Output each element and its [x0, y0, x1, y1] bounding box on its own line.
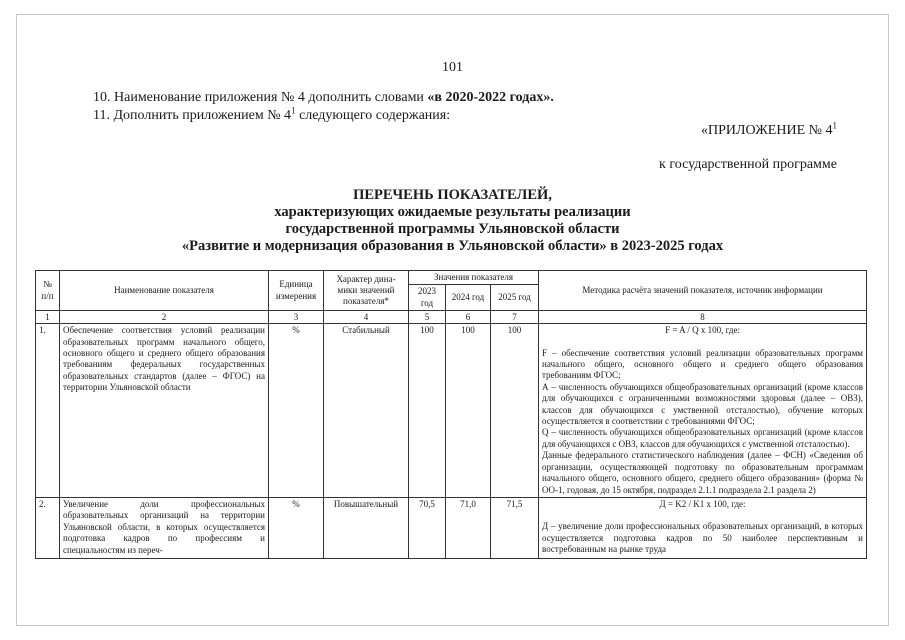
document-heading [0, 187, 905, 255]
heading-line-2: характеризующих ожидаемые результаты реализации [274, 204, 631, 220]
intro-item-10 [93, 90, 554, 106]
col-number: 3 [269, 311, 324, 324]
intro-item-11-text: 11. Дополнить приложением № 4 [93, 108, 292, 123]
row-num: 2. [36, 497, 60, 558]
method-paragraph: Данные федерального статистического наблюдения (далее – ФСН) «Сведения об организации, осуществляющей подготовку по образовательным программам начального общего, основного общего, среднего общего образования» (форма № ОО-1, годовая, до 15 октября, подраздел 2.1.1 подраздела 2.1 раздела 2) [542, 450, 864, 495]
header-num: № п/п [36, 271, 60, 311]
intro-item-10-bold: «в 2020-2022 годах». [427, 90, 554, 105]
header-2024: 2024 год [446, 285, 491, 311]
heading-line-4: «Развитие и модернизация образования в Ульяновской области» в 2023-2025 годах [181, 238, 724, 254]
row-method [539, 497, 867, 558]
col-number: 8 [539, 311, 867, 324]
row-unit: % [269, 324, 324, 498]
header-dynamics: Характер дина- мики значений показателя* [324, 271, 409, 311]
heading-line-3: государственной программы Ульяновской области [285, 221, 620, 237]
header-2025: 2025 год [491, 285, 539, 311]
intro-item-11-sup: 1 [291, 105, 296, 116]
row-value-2024: 71,0 [446, 497, 491, 558]
method-formula: Д = K2 / K1 x 100, где: [659, 498, 746, 509]
method-paragraph: F – обеспечение соответствия условий реализации образовательных программ начального общего, основного общего и среднего общего образования требованиям ФГОС; [542, 347, 864, 381]
col-number: 7 [491, 311, 539, 324]
col-number: 6 [446, 311, 491, 324]
row-value-2025: 100 [491, 324, 539, 498]
row-name: Увеличение доли профессиональных образовательных организаций на территории Ульяновской области, в которых осуществляется подготовка кадров по профессиям и специальностям из переч- [63, 498, 265, 555]
header-unit: Единица измерения [269, 271, 324, 311]
method-paragraph: Д – увеличение доли профессиональных образовательных организаций, в которых осуществляется подготовка кадров по 50 наиболее перспективным и востребованным на рынке труда [542, 521, 864, 555]
row-name-cell [60, 497, 269, 558]
indicators-table [35, 270, 867, 559]
appendix-title-text: «ПРИЛОЖЕНИЕ № 4 [701, 123, 833, 138]
intro-item-11 [93, 105, 451, 124]
appendix-title [701, 120, 837, 139]
header-2023: 2023 год [409, 285, 446, 311]
row-name: Обеспечение соответствия условий реализации образовательных программ начального общего, основного общего и среднего общего образования требованиям федеральных государственных образовательных стандартов (далее – ФГОС) на территории Ульяновской области [60, 324, 269, 498]
row-dynamics: Стабильный [324, 324, 409, 498]
col-number: 2 [60, 311, 269, 324]
row-method [539, 324, 867, 498]
col-number: 5 [409, 311, 446, 324]
page-number: 101 [442, 60, 463, 75]
header-method: Методика расчёта значений показателя, источник информации [539, 271, 867, 311]
table-row [36, 324, 867, 498]
row-value-2023: 100 [409, 324, 446, 498]
row-num: 1. [36, 324, 60, 498]
row-value-2024: 100 [446, 324, 491, 498]
row-value-2025: 71,5 [491, 497, 539, 558]
method-paragraph: А – численность обучающихся общеобразовательных организаций (кроме классов для обучающихся с ограниченными возможностями здоровья (далее – ОВЗ), классов для обучающихся с умственной отсталостью), обучение которых осуществляется в соответствии с требованиями ФГОС; [542, 381, 864, 427]
method-paragraph: Q – численность обучающихся общеобразовательных организаций (кроме классов для обучающихся с ОВЗ, классов для обучающихся с умственной отсталостью). [542, 427, 864, 449]
method-formula: F = A / Q x 100, где: [665, 325, 740, 336]
table-row [36, 497, 867, 558]
intro-item-11-suffix: следующего содержания: [295, 108, 451, 123]
col-number: 4 [324, 311, 409, 324]
row-dynamics: Повышательный [324, 497, 409, 558]
header-name: Наименование показателя [60, 271, 269, 311]
row-unit: % [269, 497, 324, 558]
header-values-group: Значения показателя [409, 271, 539, 285]
appendix-subtitle: к государственной программе [659, 157, 837, 172]
row-value-2023: 70,5 [409, 497, 446, 558]
heading-line-1: ПЕРЕЧЕНЬ ПОКАЗАТЕЛЕЙ, [353, 187, 552, 203]
appendix-title-sup: 1 [832, 120, 837, 131]
col-number: 1 [36, 311, 60, 324]
intro-item-10-text: 10. Наименование приложения № 4 дополнить словами [93, 90, 428, 105]
